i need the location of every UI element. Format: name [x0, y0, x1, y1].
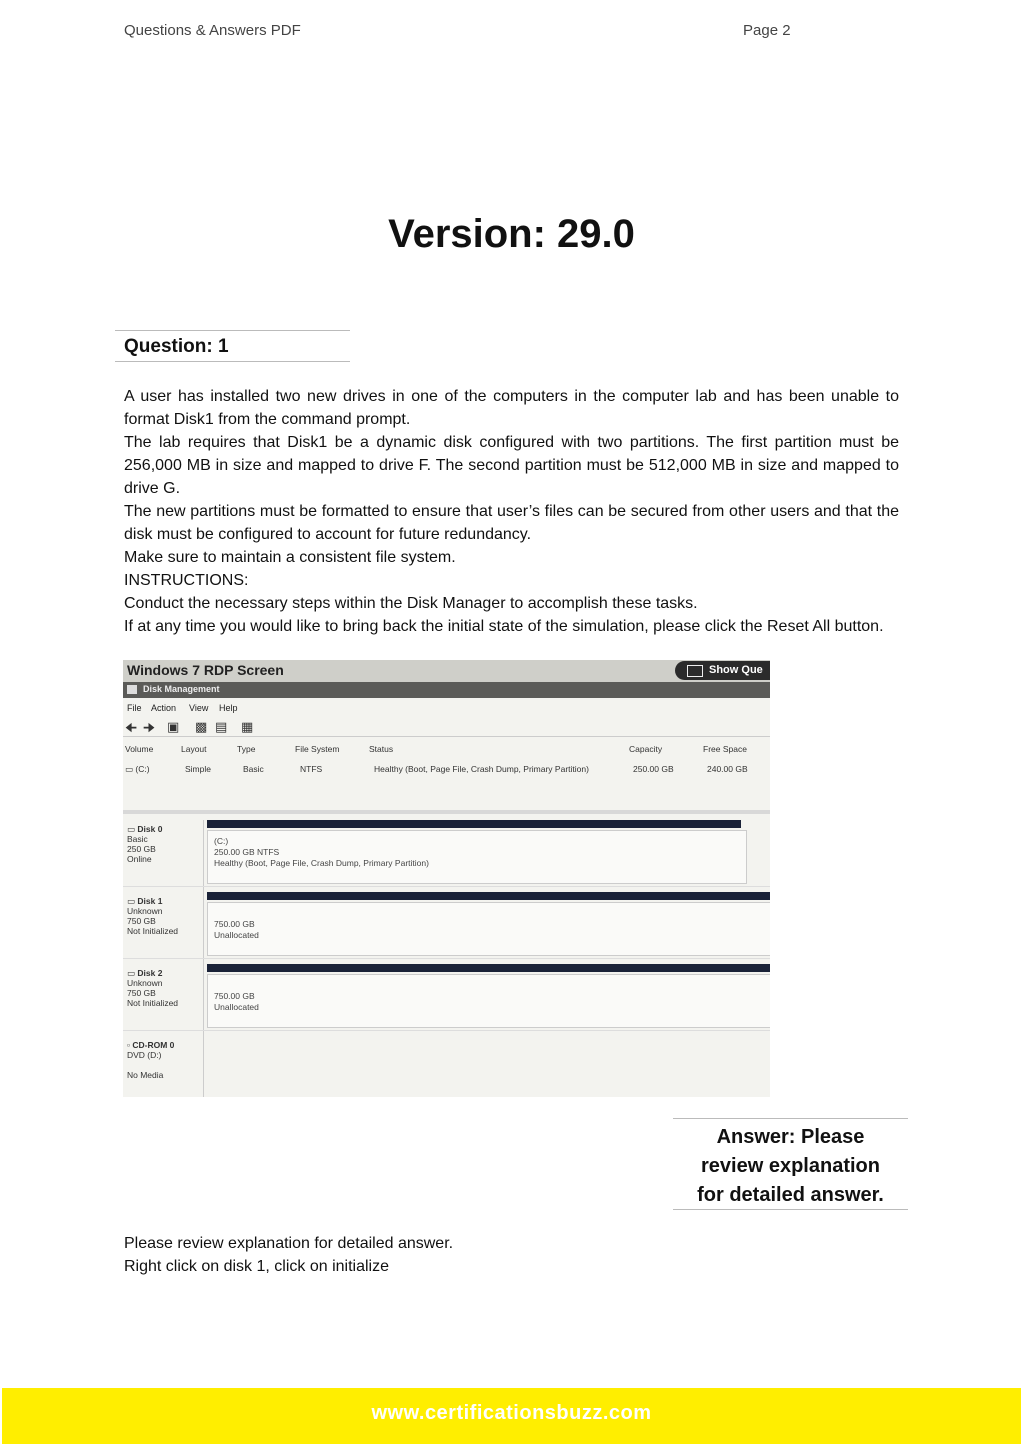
forward-arrow-icon[interactable]: 🠊: [143, 720, 156, 735]
disk-1-size: 750 GB: [127, 916, 156, 926]
disk-2-size: 750 GB: [127, 988, 156, 998]
disk-1-state: Not Initialized: [127, 926, 179, 936]
header-title: Questions & Answers PDF: [124, 22, 301, 39]
row-status: Healthy (Boot, Page File, Crash Dump, Primary Partition): [374, 764, 589, 774]
explanation-line: Right click on disk 1, click on initialize: [124, 1258, 389, 1275]
question-paragraph: A user has installed two new drives in one of the computers in the computer lab and has been unable to format Disk1 from the command prompt.: [124, 388, 899, 428]
disk-0-volume-text: [214, 836, 429, 869]
menu-file[interactable]: File: [127, 703, 142, 713]
disk-0-label[interactable]: ▭ Disk 0 Basic 250 GB Online: [127, 824, 163, 864]
column-status[interactable]: Status: [369, 744, 394, 754]
disk-2-volume-bar: [207, 964, 770, 972]
disk-0-volume-bar: [207, 820, 741, 828]
console-icon[interactable]: ▣: [167, 719, 180, 734]
disk-2-type: Unknown: [127, 978, 163, 988]
explanation-line: Please review explanation for detailed answer.: [124, 1235, 454, 1252]
disk-1-vol-line: Unallocated: [214, 930, 259, 940]
menu-bar: [123, 700, 770, 716]
app-title-bar: [123, 682, 770, 698]
answer-text: [673, 1123, 908, 1210]
disk-0-state: Online: [127, 854, 152, 864]
version-title: Version: 29.0: [388, 212, 635, 256]
column-type[interactable]: Type: [237, 744, 256, 754]
disk-2-name: Disk 2: [137, 968, 163, 978]
properties-icon[interactable]: ▤: [215, 719, 228, 734]
column-layout[interactable]: Layout: [181, 744, 207, 754]
explanation: [124, 1232, 453, 1278]
disk-0-type: Basic: [127, 834, 148, 844]
disk-row-divider: [123, 1030, 770, 1031]
footer-banner: [2, 1388, 1021, 1444]
disk-1-volume[interactable]: [207, 902, 770, 956]
disk-0-vol-line: (C:): [214, 836, 229, 846]
answer-line: review explanation: [701, 1155, 880, 1177]
menu-view[interactable]: View: [189, 703, 209, 713]
row-capacity: 250.00 GB: [633, 764, 674, 774]
disk-2-label[interactable]: ▭ Disk 2 Unknown 750 GB Not Initialized: [127, 968, 179, 1008]
show-questions-label: Show Que: [709, 664, 763, 676]
question-paragraph: The new partitions must be formatted to ensure that user’s files can be secured from other users and that the disk must be configured to account for future redundancy.: [124, 503, 899, 543]
disk-1-vol-line: 750.00 GB: [214, 919, 255, 929]
back-arrow-icon[interactable]: 🠈: [125, 720, 138, 735]
cdrom-state: No Media: [127, 1070, 164, 1080]
window-icon: [687, 665, 703, 677]
disk-1-type: Unknown: [127, 906, 163, 916]
row-volume[interactable]: ▭ (C:): [125, 764, 150, 774]
disk-2-vol-line: 750.00 GB: [214, 991, 255, 1001]
disk-0-vol-line: 250.00 GB NTFS: [214, 847, 280, 857]
menu-action[interactable]: Action: [151, 703, 177, 713]
disk-2-vol-line: Unallocated: [214, 1002, 259, 1012]
disk-0-volume[interactable]: [207, 830, 747, 884]
row-file-system: NTFS: [300, 764, 323, 774]
disk-1-name: Disk 1: [137, 896, 163, 906]
question-paragraph: INSTRUCTIONS:: [124, 572, 249, 589]
question-label: Question: 1: [124, 336, 229, 357]
show-questions-button[interactable]: [675, 661, 770, 680]
answer-line: for detailed answer.: [697, 1184, 884, 1206]
disk-2-volume-text: [214, 991, 259, 1013]
cdrom-drive: DVD (D:): [127, 1050, 162, 1060]
column-volume[interactable]: Volume: [125, 744, 154, 754]
disk-row-divider: [123, 886, 770, 887]
row-layout: Simple: [185, 764, 211, 774]
toolbar: [123, 718, 770, 737]
question-paragraph: The lab requires that Disk1 be a dynamic disk configured with two partitions. The first partition must be 256,000 MB in size and mapped to drive F. The second partition must be 512,000 MB in size and mapped to drive G.: [124, 434, 899, 497]
column-capacity[interactable]: Capacity: [629, 744, 663, 754]
disk-2-volume[interactable]: [207, 974, 770, 1028]
rdp-title-bar: [123, 660, 770, 682]
disk-0-name: Disk 0: [137, 824, 163, 834]
disk-0-size: 250 GB: [127, 844, 156, 854]
question-paragraph: Make sure to maintain a consistent file system.: [124, 549, 456, 566]
answer-line: Answer: Please: [716, 1126, 865, 1148]
refresh-icon[interactable]: ▦: [241, 719, 254, 734]
row-free-space: 240.00 GB: [707, 764, 748, 774]
disk-1-volume-bar: [207, 892, 770, 900]
page-number: Page 2: [743, 22, 791, 39]
rdp-title: Windows 7 RDP Screen: [127, 662, 284, 678]
cdrom-name: CD-ROM 0: [132, 1040, 175, 1050]
question-label-box: [115, 330, 350, 362]
disk-0-vol-line: Healthy (Boot, Page File, Crash Dump, Primary Partition): [214, 858, 429, 868]
column-file-system[interactable]: File System: [295, 744, 340, 754]
question-paragraph: Conduct the necessary steps within the Disk Manager to accomplish these tasks.: [124, 595, 698, 612]
question-text: [124, 385, 899, 638]
row-type: Basic: [243, 764, 264, 774]
disk-1-label[interactable]: ▭ Disk 1 Unknown 750 GB Not Initialized: [127, 896, 179, 936]
disk-row-divider: [123, 958, 770, 959]
cdrom-label[interactable]: ▫ CD-ROM 0 DVD (D:) No Media: [127, 1040, 175, 1080]
help-icon[interactable]: ▩: [195, 719, 208, 734]
row-volume-label: (C:): [135, 764, 150, 774]
disk-1-volume-text: [214, 919, 259, 941]
pane-separator[interactable]: [123, 810, 770, 814]
footer-url[interactable]: www.certificationsbuzz.com: [371, 1402, 652, 1424]
app-title: Disk Management: [143, 684, 220, 694]
disk-management-screenshot: [123, 660, 770, 1097]
question-paragraph: If at any time you would like to bring back the initial state of the simulation, please click the Reset All button.: [124, 618, 884, 635]
answer-box: [673, 1118, 908, 1210]
disk-2-state: Not Initialized: [127, 998, 179, 1008]
menu-help[interactable]: Help: [219, 703, 238, 713]
column-free-space[interactable]: Free Space: [703, 744, 747, 754]
app-icon: [127, 685, 137, 694]
